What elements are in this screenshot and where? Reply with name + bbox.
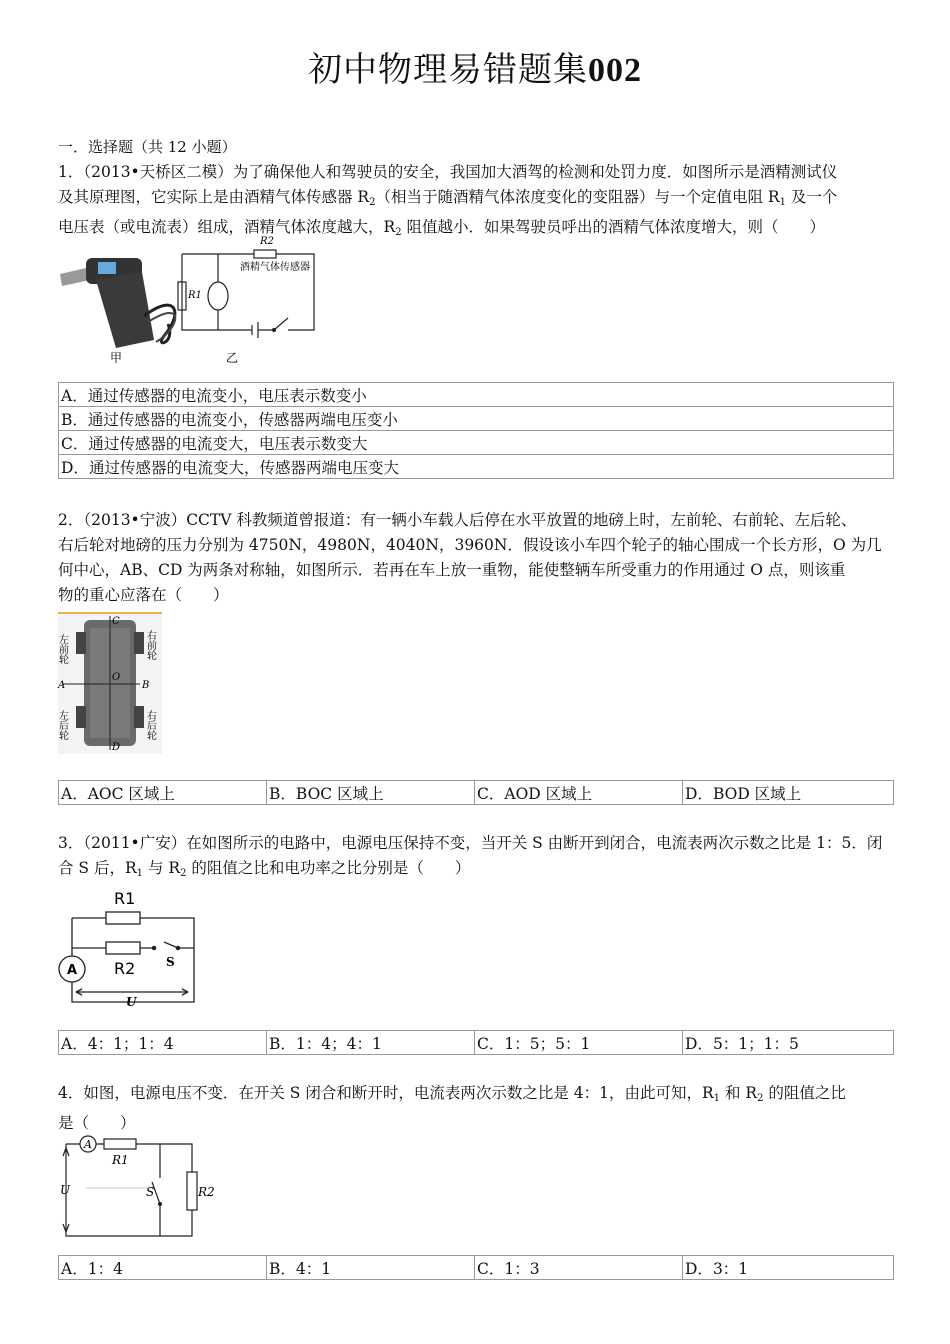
q3-option-b[interactable]: B．1：4；4：1 [267, 1031, 475, 1055]
fig-label-sensor: 酒精气体传感器 [240, 262, 310, 273]
question-3 [58, 831, 896, 886]
q1-line3: 电压表（或电流表）组成，酒精气体浓度越大，$R_2$ 阻值越小．如果驾驶员呼出的酒精气体浓度增大，则（ ） [58, 218, 825, 238]
fig-label-jia: 甲 [110, 351, 123, 365]
q1-option-b[interactable]: B．通过传感器的电流变小，传感器两端电压变小 [59, 407, 894, 431]
label-right-rear: 右后轮 [144, 710, 156, 740]
q3-option-c[interactable]: C．1：5；5：1 [475, 1031, 683, 1055]
label-a: A [58, 680, 66, 691]
q2-option-c[interactable]: C．AOD 区域上 [475, 781, 683, 805]
title-number: 002 [588, 52, 642, 89]
q3-label-r2: R2 [114, 959, 136, 978]
q4-option-b[interactable]: B．4：1 [267, 1256, 475, 1280]
q2-line4: 物的重心应落在（ ） [58, 586, 229, 604]
fig-label-r1: R1 [188, 290, 202, 301]
q4-options [58, 1255, 894, 1280]
q2-line2: 右后轮对地磅的压力分别为 4750N，4980N，4040N，3960N．假设该小车四个轮子的轴心围成一个长方形，O 为几 [58, 536, 882, 554]
q3-label-u: U [126, 995, 137, 1009]
q3-option-d[interactable]: D．5：1；1：5 [683, 1031, 894, 1055]
q3-line2: 合 S 后，$R_1$ 与 $R_2$ 的阻值之比和电功率之比分别是（ ） [58, 859, 471, 879]
q4-label-r1: R1 [112, 1153, 129, 1167]
q1-option-d[interactable]: D．通过传感器的电流变大，传感器两端电压变大 [59, 455, 894, 479]
q1-line1: 1．（2013•天桥区二模）为了确保他人和驾驶员的安全，我国加大酒驾的检测和处罚力度．如图所示是酒精测试仪 [58, 163, 838, 181]
q4-label-u: U [60, 1183, 71, 1197]
q4-label-r2: R2 [198, 1185, 215, 1199]
q1-line2: 及其原理图，它实际上是由酒精气体传感器 $R_2$（相当于随酒精气体浓度变化的变阻器）与一个定值电阻 $R_1$ 及一个 [58, 188, 838, 208]
q3-option-a[interactable]: A．4：1；1：4 [59, 1031, 267, 1055]
q2-line1: 2．（2013•宁波）CCTV 科教频道曾报道：有一辆小车载人后停在水平放置的地磅上时，左前轮、右前轮、左后轮、 [58, 511, 857, 529]
question-2 [58, 508, 896, 608]
label-c: C [112, 616, 120, 627]
breathalyzer-device-image [60, 258, 175, 348]
label-left-rear: 左后轮 [56, 710, 68, 740]
q3-line1: 3．（2011•广安）在如图所示的电路中，电源电压保持不变，当开关 S 由断开到闭合，电流表两次示数之比是 1：5．闭 [58, 834, 883, 852]
car-figure [58, 614, 162, 754]
label-right-front: 右前轮 [144, 630, 156, 660]
label-left-front: 左前轮 [56, 634, 68, 664]
q4-label-a: A [84, 1138, 92, 1151]
q4-line2: 是（ ） [58, 1114, 136, 1132]
q4-label-s: S [146, 1185, 155, 1199]
q2-option-b[interactable]: B．BOC 区域上 [267, 781, 475, 805]
q2-option-d[interactable]: D．BOD 区域上 [683, 781, 894, 805]
label-d: D [112, 742, 121, 753]
q3-label-r1: R1 [114, 889, 136, 908]
title-text: 初中物理易错题集 [308, 50, 588, 90]
section-heading: 一．选择题（共 12 小题） [58, 138, 237, 156]
q1-options [58, 382, 894, 479]
q2-options [58, 780, 894, 805]
q2-line3: 何中心，AB、CD 为两条对称轴，如图所示．若再在车上放一重物，能使整辆车所受重力的作用通过 O 点，则该重 [58, 561, 846, 579]
q3-label-s: S [166, 955, 175, 969]
question-4 [58, 1081, 896, 1136]
q3-options [58, 1030, 894, 1055]
q3-label-a: A [67, 963, 78, 978]
fig-label-yi: 乙 [226, 351, 239, 365]
label-b: B [142, 680, 150, 691]
q2-option-a[interactable]: A．AOC 区域上 [59, 781, 267, 805]
breathalyzer-figure [56, 232, 326, 372]
page-title [0, 42, 950, 91]
q4-option-c[interactable]: C．1：3 [475, 1256, 683, 1280]
q4-option-d[interactable]: D．3：1 [683, 1256, 894, 1280]
q1-option-c[interactable]: C．通过传感器的电流变大，电压表示数变大 [59, 431, 894, 455]
q3-circuit-figure [54, 880, 204, 1010]
q4-line1: 4．如图，电源电压不变．在开关 S 闭合和断开时，电流表两次示数之比是 4：1，由此可知，$R_1$ 和 $R_2$ 的阻值之比 [58, 1084, 846, 1104]
q1-option-a[interactable]: A．通过传感器的电流变小，电压表示数变小 [59, 383, 894, 407]
fig-label-r2: R2 [260, 236, 274, 247]
q4-option-a[interactable]: A．1：4 [59, 1256, 267, 1280]
q4-circuit-figure [56, 1132, 226, 1242]
label-o: O [112, 672, 121, 683]
